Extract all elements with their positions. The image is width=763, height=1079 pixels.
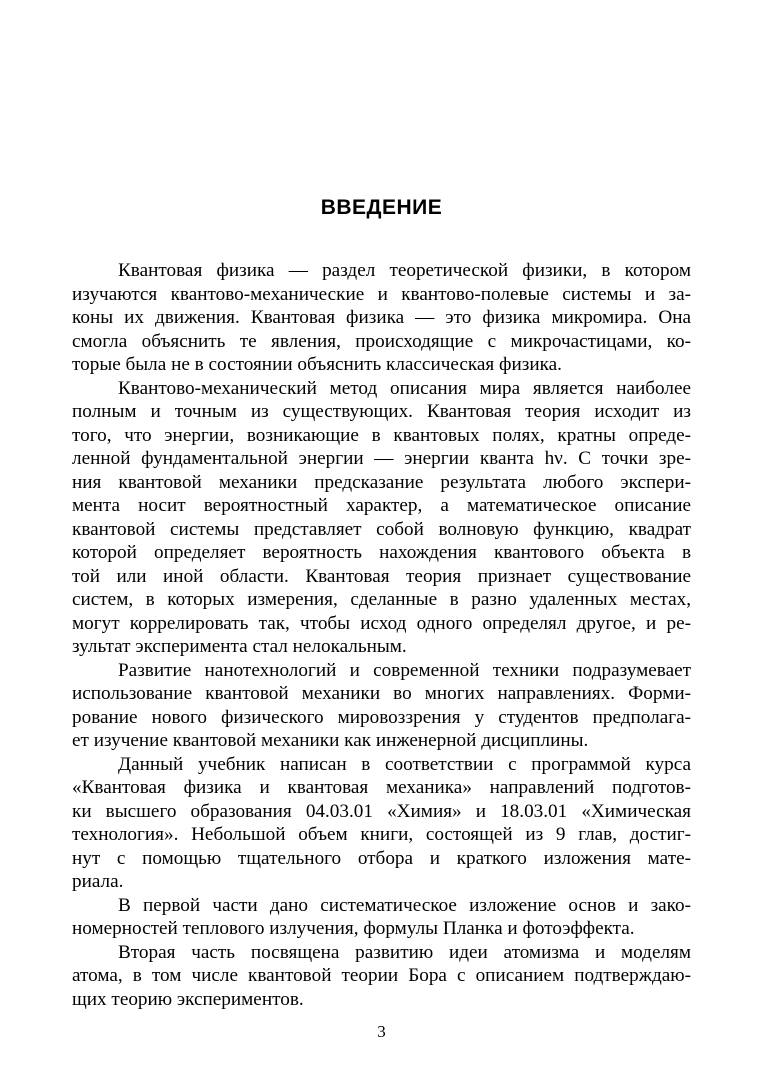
text-line: ния квантовой механики предсказание результата любого экспери- bbox=[72, 471, 691, 493]
text-line: мента носит вероятностный характер, а математическое описание bbox=[72, 495, 691, 516]
text-line: того, что энергии, возникающие в квантовых полях, кратны опреде- bbox=[72, 424, 691, 446]
text-line: коны их движения. Квантовая физика — это физика микромира. Она bbox=[72, 307, 691, 328]
text-line: Данный учебник написан в соответствии с программой курса bbox=[118, 753, 691, 775]
text-line: Развитие нанотехнологий и современной техники подразумевает bbox=[118, 659, 691, 681]
text-line: «Квантовая физика и квантовая механика» направлений подготов- bbox=[72, 777, 691, 798]
text-line: номерностей теплового излучения, формулы Планка и фотоэффекта. bbox=[72, 918, 635, 939]
text-line: В первой части дано систематическое изложение основ и зако- bbox=[118, 894, 691, 916]
text-line: ет изучение квантовой механики как инженерной дисциплины. bbox=[72, 730, 589, 751]
page-number: 3 bbox=[377, 1022, 386, 1041]
text-line: могут коррелировать так, чтобы исход одного определял другое, и ре- bbox=[72, 612, 691, 634]
text-line: зультат эксперимента стал нелокальным. bbox=[72, 636, 407, 657]
text-line: той или иной области. Квантовая теория признает существование bbox=[72, 565, 691, 587]
paragraph bbox=[72, 894, 691, 941]
text-line: смогла объяснить те явления, происходящие с микрочастицами, ко- bbox=[72, 330, 691, 352]
text-line: рование нового физического мировоззрения у студентов предполага- bbox=[72, 706, 691, 728]
paragraph bbox=[72, 941, 691, 1012]
paragraph bbox=[72, 753, 691, 894]
text-line: квантовой системы представляет собой волновую функцию, квадрат bbox=[72, 518, 691, 540]
text-line: полным и точным из существующих. Квантовая теория исходит из bbox=[72, 401, 691, 422]
paragraph bbox=[72, 659, 691, 753]
text-line: ленной фундаментальной энергии — энергии кванта hν. С точки зре- bbox=[72, 448, 691, 469]
paragraph bbox=[72, 259, 691, 377]
text-line: изучаются квантово-механические и квантово-полевые системы и за- bbox=[72, 283, 691, 305]
text-line: торые была не в состоянии объяснить классическая физика. bbox=[72, 354, 562, 375]
text-line: щих теорию экспериментов. bbox=[72, 988, 304, 1010]
text-line: Квантовая физика — раздел теоретической физики, в котором bbox=[118, 260, 691, 281]
text-line: риала. bbox=[72, 871, 124, 892]
text-line: систем, в которых измерения, сделанные в разно удаленных местах, bbox=[72, 589, 691, 610]
text-line: атома, в том числе квантовой теории Бора с описанием подтверждаю- bbox=[72, 965, 691, 986]
chapter-heading: ВВЕДЕНИЕ bbox=[320, 196, 443, 219]
text-line: которой определяет вероятность нахождения квантового объекта в bbox=[72, 542, 691, 563]
text-line: нут с помощью тщательного отбора и краткого изложения мате- bbox=[72, 847, 691, 869]
body-text bbox=[72, 259, 691, 1011]
paragraph bbox=[72, 377, 691, 659]
text-line: Вторая часть посвящена развитию идеи атомизма и моделям bbox=[118, 941, 691, 963]
text-line: ки высшего образования 04.03.01 «Химия» и 18.03.01 «Химическая bbox=[72, 800, 691, 822]
text-line: Квантово-механический метод описания мира является наиболее bbox=[118, 377, 691, 399]
text-line: использование квантовой механики во многих направлениях. Форми- bbox=[72, 683, 691, 704]
text-line: технология». Небольшой объем книги, состоящей из 9 глав, достиг- bbox=[72, 824, 691, 845]
